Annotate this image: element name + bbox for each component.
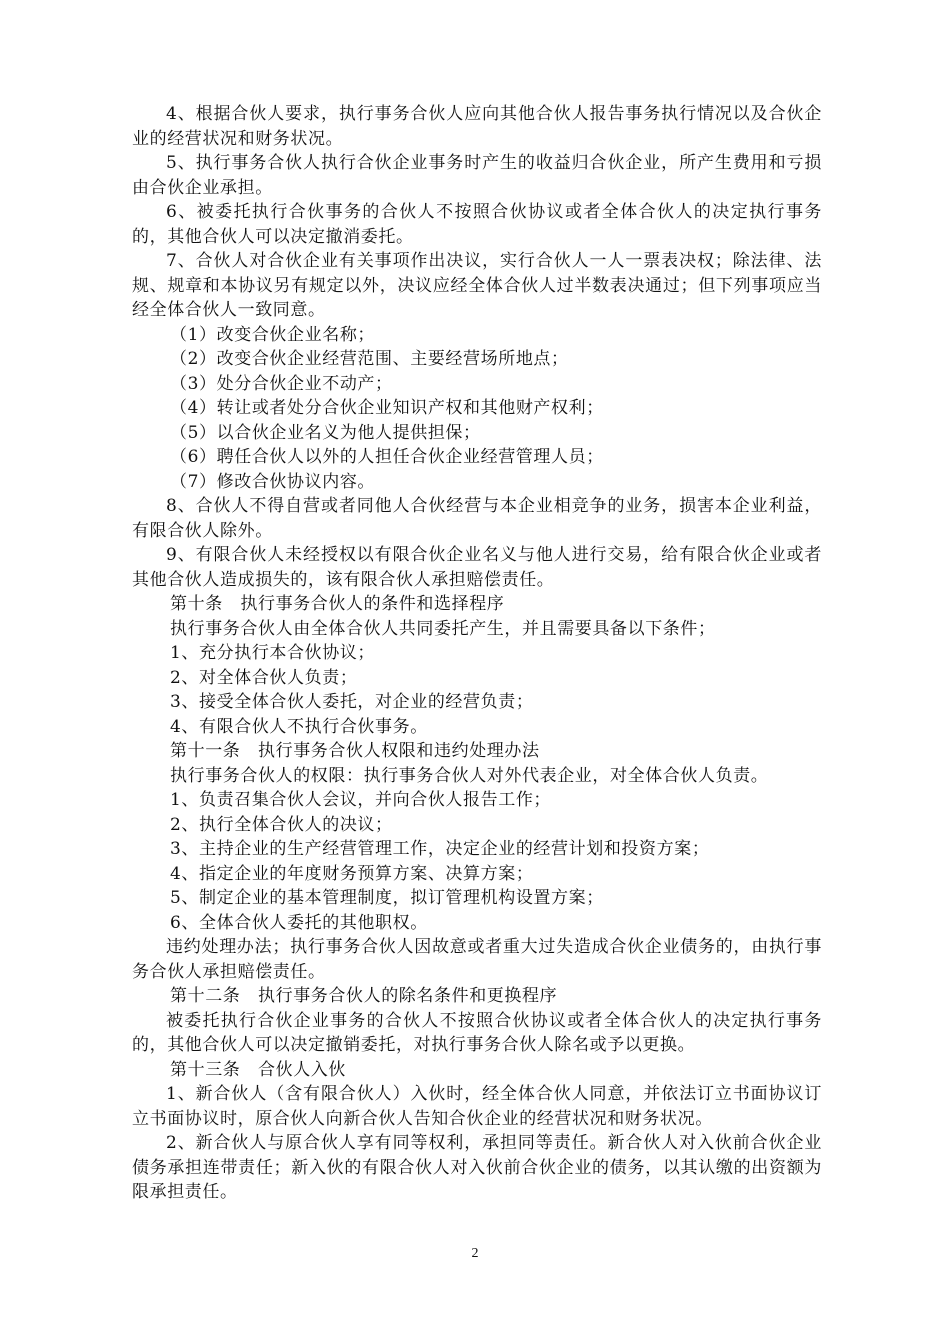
paragraph-4: 4、根据合伙人要求，执行事务合伙人应向其他合伙人报告事务执行情况以及合伙企业的经营状况和财务状况。 [132, 104, 822, 149]
page-number: 2 [471, 1246, 479, 1261]
consent-item: （3）处分合伙企业不动产； [170, 373, 393, 394]
paragraph-7: 7、合伙人对合伙企业有关事项作出决议，实行合伙人一人一票表决权；除法律、法规、规章和本协议另有规定以外，决议应经全体合伙人过半数表决通过；但下列事项应当经全体合伙人一致同意。 [132, 251, 822, 320]
article-12-body: 被委托执行合伙企业事务的合伙人不按照合伙协议或者全体合伙人的决定执行事务的，其他合伙人可以决定撤销委托，对执行事务合伙人除名或予以更换。 [132, 1010, 822, 1055]
consent-item: （7）修改合伙协议内容。 [170, 471, 376, 492]
article-11-heading: 第十一条 执行事务合伙人权限和违约处理办法 [170, 741, 540, 761]
article-10-intro: 执行事务合伙人由全体合伙人共同委托产生，并且需要具备以下条件； [170, 618, 716, 639]
paragraph-5: 5、执行事务合伙人执行合伙企业事务时产生的收益归合伙企业，所产生费用和亏损由合伙企业承担。 [132, 153, 822, 198]
paragraph-6: 6、被委托执行合伙事务的合伙人不按照合伙协议或者全体合伙人的决定执行事务的，其他合伙人可以决定撤消委托。 [132, 202, 822, 247]
article-10-heading: 第十条 执行事务合伙人的条件和选择程序 [170, 594, 505, 614]
article-11-intro: 执行事务合伙人的权限：执行事务合伙人对外代表企业，对全体合伙人负责。 [170, 765, 769, 786]
article-11-item: 2、执行全体合伙人的决议； [170, 814, 393, 835]
article-10-item: 2、对全体合伙人负责； [170, 667, 358, 688]
article-13-item-1: 1、新合伙人（含有限合伙人）入伙时，经全体合伙人同意，并依法订立书面协议订立书面协议时，原合伙人向新合伙人告知合伙企业的经营状况和财务状况。 [132, 1084, 822, 1129]
consent-item: （4）转让或者处分合伙企业知识产权和其他财产权利； [170, 398, 604, 418]
document-body [132, 102, 822, 1205]
article-13-item-2: 2、新合伙人与原合伙人享有同等权利，承担同等责任。新合伙人对入伙前合伙企业债务承担连带责任；新入伙的有限合伙人对入伙前合伙企业的债务，以其认缴的出资额为限承担责任。 [132, 1133, 822, 1202]
article-11-item: 5、制定企业的基本管理制度，拟订管理机构设置方案； [170, 888, 604, 908]
article-10-item: 1、充分执行本合伙协议； [170, 643, 376, 663]
article-11-breach: 违约处理办法；执行事务合伙人因故意或者重大过失造成合伙企业债务的，由执行事务合伙人承担赔偿责任。 [132, 937, 822, 982]
article-10-item: 4、有限合伙人不执行合伙事务。 [170, 716, 428, 737]
article-11-item: 4、指定企业的年度财务预算方案、决算方案； [170, 863, 534, 884]
consent-item: （5）以合伙企业名义为他人提供担保； [170, 422, 481, 443]
consent-item: （6）聘任合伙人以外的人担任合伙企业经营管理人员； [170, 447, 604, 467]
consent-item: （1）改变合伙企业名称； [170, 324, 376, 345]
article-10-item: 3、接受全体合伙人委托，对企业的经营负责； [170, 692, 534, 712]
article-12-heading: 第十二条 执行事务合伙人的除名条件和更换程序 [170, 986, 558, 1006]
consent-item: （2）改变合伙企业经营范围、主要经营场所地点； [170, 349, 569, 369]
article-11-item: 3、主持企业的生产经营管理工作，决定企业的经营计划和投资方案； [170, 839, 710, 859]
paragraph-8: 8、合伙人不得自营或者同他人合伙经营与本企业相竞争的业务，损害本企业利益，有限合伙人除外。 [132, 496, 822, 541]
article-13-heading: 第十三条 合伙人入伙 [170, 1059, 346, 1080]
article-11-item: 1、负责召集合伙人会议，并向合伙人报告工作； [170, 790, 552, 810]
paragraph-9: 9、有限合伙人未经授权以有限合伙企业名义与他人进行交易，给有限合伙企业或者其他合伙人造成损失的，该有限合伙人承担赔偿责任。 [132, 545, 822, 590]
article-11-item: 6、全体合伙人委托的其他职权。 [170, 912, 428, 933]
